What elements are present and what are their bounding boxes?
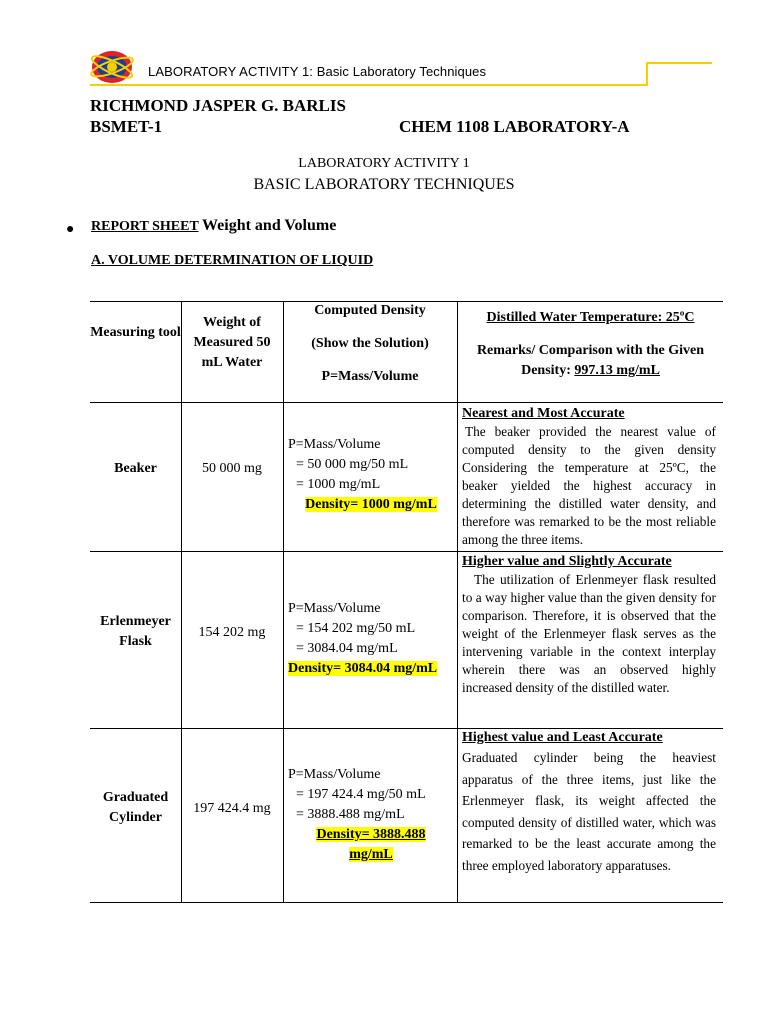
course-label: CHEM 1108 LABORATORY-A xyxy=(399,117,630,136)
row-beaker-tool: Beaker xyxy=(114,461,157,476)
row-cylinder-weight: 197 424.4 mg xyxy=(193,801,271,816)
row-erlenmeyer-solution xyxy=(288,599,454,679)
section-a-heading: A. VOLUME DETERMINATION OF LIQUID xyxy=(91,253,374,268)
remark-title: Higher value and Slightly Accurate xyxy=(462,554,672,569)
header-title: LABORATORY ACTIVITY 1: Basic Laboratory Techniques xyxy=(148,64,487,79)
student-name: RICHMOND JASPER G. BARLIS xyxy=(90,96,346,115)
activity-title: BASIC LABORATORY TECHNIQUES xyxy=(253,176,515,193)
formula-step: = 3084.04 mg/mL xyxy=(296,641,398,656)
density-result: Density= 3888.488 xyxy=(316,827,426,842)
table-col-divider xyxy=(283,301,284,902)
row-beaker-remarks xyxy=(462,405,716,549)
table-col-divider xyxy=(181,301,182,902)
formula-step: = 3888.488 mg/mL xyxy=(296,807,405,822)
row-beaker-weight: 50 000 mg xyxy=(202,461,262,476)
header-remarks-line1: Remarks/ Comparison with the Given xyxy=(476,343,705,358)
header-density-line3: P=Mass/Volume xyxy=(321,369,419,384)
header-remarks-prefix: Density: xyxy=(521,363,575,378)
row-beaker-solution xyxy=(288,435,454,515)
table-rule xyxy=(90,902,723,903)
formula-step: = 1000 mg/mL xyxy=(296,477,381,492)
density-result-unit: mg/mL xyxy=(349,847,393,862)
header-density-line1: Computed Density xyxy=(314,303,426,318)
activity-number: LABORATORY ACTIVITY 1 xyxy=(298,156,470,171)
row-cylinder-remarks xyxy=(462,729,716,876)
header-corner-vertical xyxy=(646,62,648,86)
row-erlenmeyer-remarks xyxy=(462,553,716,697)
header-temperature: Distilled Water Temperature: 25ºC xyxy=(486,310,695,325)
header-density xyxy=(283,301,457,387)
remark-title: Nearest and Most Accurate xyxy=(462,406,625,421)
header-given-density: 997.13 mg/mL xyxy=(574,363,660,378)
student-section: BSMET-1 xyxy=(90,117,163,136)
remark-text: The utilization of Erlenmeyer flask resulted to a way higher value than the given density for comparison. Therefore, it is observed that the weight of the Erlenmeyer flask serves as the intervening variable in the context interplay wherein there was an observed highly increased density of the distilled water. xyxy=(462,572,716,695)
row-cylinder-solution xyxy=(288,765,454,865)
row-erlenmeyer-weight: 154 202 mg xyxy=(198,625,266,640)
report-heading xyxy=(91,217,336,235)
school-logo-icon xyxy=(88,48,136,86)
formula: P=Mass/Volume xyxy=(288,601,381,616)
header-density-line2: (Show the Solution) xyxy=(311,336,429,351)
formula-step: = 50 000 mg/50 mL xyxy=(296,457,409,472)
header-weight: Weight of Measured 50 mL Water xyxy=(193,315,271,370)
row-cylinder-tool: Graduated Cylinder xyxy=(102,790,169,825)
density-result: Density= 1000 mg/mL xyxy=(305,497,437,512)
bullet-icon: ● xyxy=(66,222,75,237)
header-corner-horizontal xyxy=(646,62,712,64)
remark-text: The beaker provided the nearest value of computed density to the given density Considering the temperature at 25ºC, the beaker yielded the highest accuracy in determining the distilled water density, and therefore was remarked to be the most reliable among the three items. xyxy=(462,424,716,547)
report-label: REPORT SHEET xyxy=(91,219,199,234)
remark-text: Graduated cylinder being the heaviest apparatus of the three items, just like the Erlenmeyer flask, its weight affected the computed density of distilled water, which was remarked to be the least accurate among the three employed laboratory apparatuses. xyxy=(462,750,716,873)
table-rule xyxy=(90,402,723,403)
header-tool: Measuring tool xyxy=(90,325,181,340)
header-rule xyxy=(90,84,646,86)
density-result: Density= 3084.04 mg/mL xyxy=(288,661,438,676)
row-erlenmeyer-tool: Erlenmeyer Flask xyxy=(100,614,171,649)
formula: P=Mass/Volume xyxy=(288,767,381,782)
remark-title: Highest value and Least Accurate xyxy=(462,730,663,745)
formula-step: = 154 202 mg/50 mL xyxy=(296,621,416,636)
report-topic: Weight and Volume xyxy=(202,217,337,234)
formula: P=Mass/Volume xyxy=(288,437,381,452)
table-col-divider xyxy=(457,301,458,902)
header-remarks-line2 xyxy=(458,361,723,381)
formula-step: = 197 424.4 mg/50 mL xyxy=(296,787,426,802)
table-rule xyxy=(90,551,723,552)
header-remarks xyxy=(458,308,723,381)
